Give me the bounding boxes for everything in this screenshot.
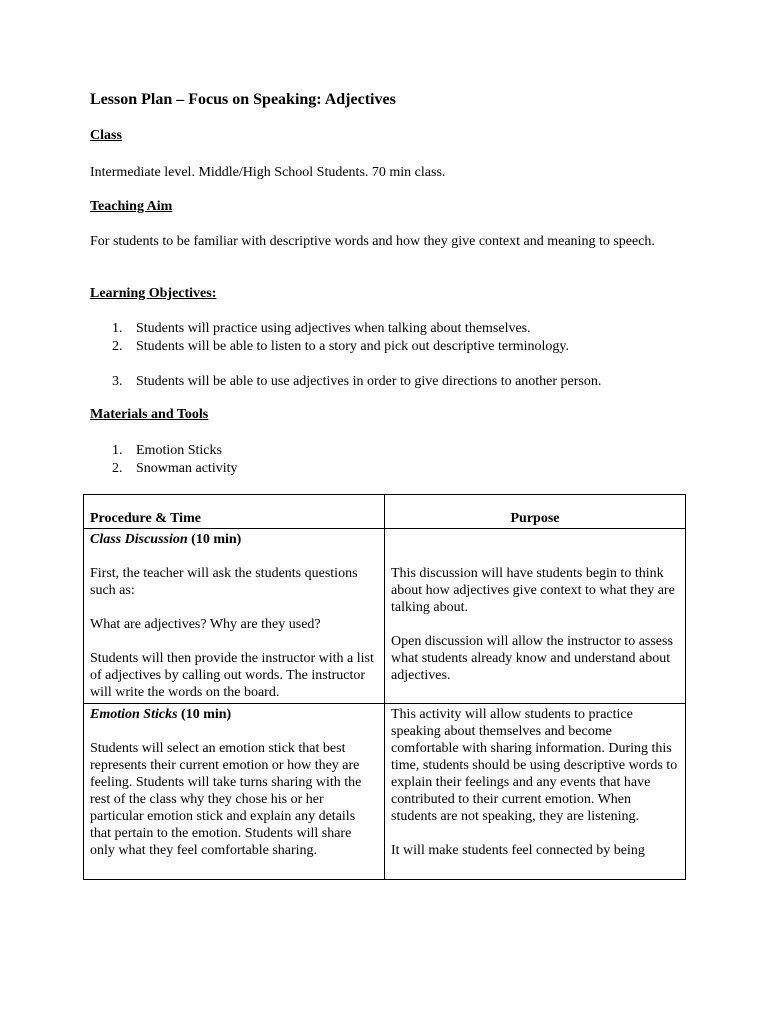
procedure-table bbox=[83, 494, 686, 880]
list-number: 1. bbox=[112, 443, 123, 458]
list-text: Students will be able to use adjectives in order to give directions to another person. bbox=[136, 374, 602, 389]
purpose-cell bbox=[385, 529, 686, 704]
learning-objectives-heading: Learning Objectives: bbox=[90, 286, 217, 301]
table-row bbox=[84, 529, 686, 704]
list-text: Students will be able to listen to a story and pick out descriptive terminology. bbox=[136, 339, 570, 354]
activity-time: (10 min) bbox=[177, 707, 232, 722]
list-number: 1. bbox=[112, 321, 123, 336]
activity-name: Class Discussion bbox=[90, 532, 188, 547]
objective-item bbox=[112, 338, 569, 355]
objective-item bbox=[112, 320, 531, 337]
procedure-header: Procedure & Time bbox=[84, 495, 385, 529]
list-text: Students will practice using adjectives when talking about themselves. bbox=[136, 321, 531, 336]
procedure-text: Students will then provide the instructor with a list of adjectives by calling out words. The instructor will write the words on the board. bbox=[90, 651, 374, 700]
document-title: Lesson Plan – Focus on Speaking: Adjectives bbox=[90, 91, 396, 108]
list-text: Snowman activity bbox=[136, 461, 238, 476]
table-row bbox=[84, 704, 686, 880]
procedure-text: What are adjectives? Why are they used? bbox=[90, 617, 321, 632]
teaching-aim-heading: Teaching Aim bbox=[90, 199, 173, 214]
class-text: Intermediate level. Middle/High School Students. 70 min class. bbox=[90, 165, 446, 180]
materials-item bbox=[112, 460, 238, 477]
purpose-text: Open discussion will allow the instructor to assess what students already know and understand about adjectives. bbox=[391, 634, 673, 683]
table-header-row bbox=[84, 495, 686, 529]
list-text: Emotion Sticks bbox=[136, 443, 222, 458]
purpose-text: This discussion will have students begin to think about how adjectives give context to what they are talking about. bbox=[391, 566, 675, 615]
class-heading: Class bbox=[90, 128, 122, 143]
procedure-cell bbox=[84, 704, 385, 880]
purpose-text: It will make students feel connected by being bbox=[391, 843, 645, 858]
activity-title bbox=[90, 706, 378, 723]
activity-title bbox=[90, 531, 378, 548]
teaching-aim-text: For students to be familiar with descriptive words and how they give context and meaning to speech. bbox=[90, 234, 655, 249]
activity-name: Emotion Sticks bbox=[90, 707, 178, 722]
list-number: 2. bbox=[112, 461, 123, 476]
objective-item bbox=[112, 373, 601, 390]
purpose-text: This activity will allow students to practice speaking about themselves and become comfortable with sharing information. During this time, students should be using descriptive words to explain their feelings and any events that have contributed to their current emotion. When students are not speaking, they are listening. bbox=[391, 707, 678, 824]
materials-item bbox=[112, 442, 222, 459]
procedure-text: Students will select an emotion stick that best represents their current emotion or how they are feeling. Students will take turns sharing with the rest of the class why they chose his or her particular emotion stick and explain any details that pertain to the emotion. Students will share only what they feel comfortable sharing. bbox=[90, 741, 362, 858]
materials-heading: Materials and Tools bbox=[90, 407, 209, 422]
procedure-text: First, the teacher will ask the students questions such as: bbox=[90, 566, 358, 598]
purpose-cell bbox=[385, 704, 686, 880]
purpose-header: Purpose bbox=[385, 495, 686, 529]
activity-time: (10 min) bbox=[187, 532, 242, 547]
procedure-cell bbox=[84, 529, 385, 704]
list-number: 2. bbox=[112, 339, 123, 354]
list-number: 3. bbox=[112, 374, 123, 389]
